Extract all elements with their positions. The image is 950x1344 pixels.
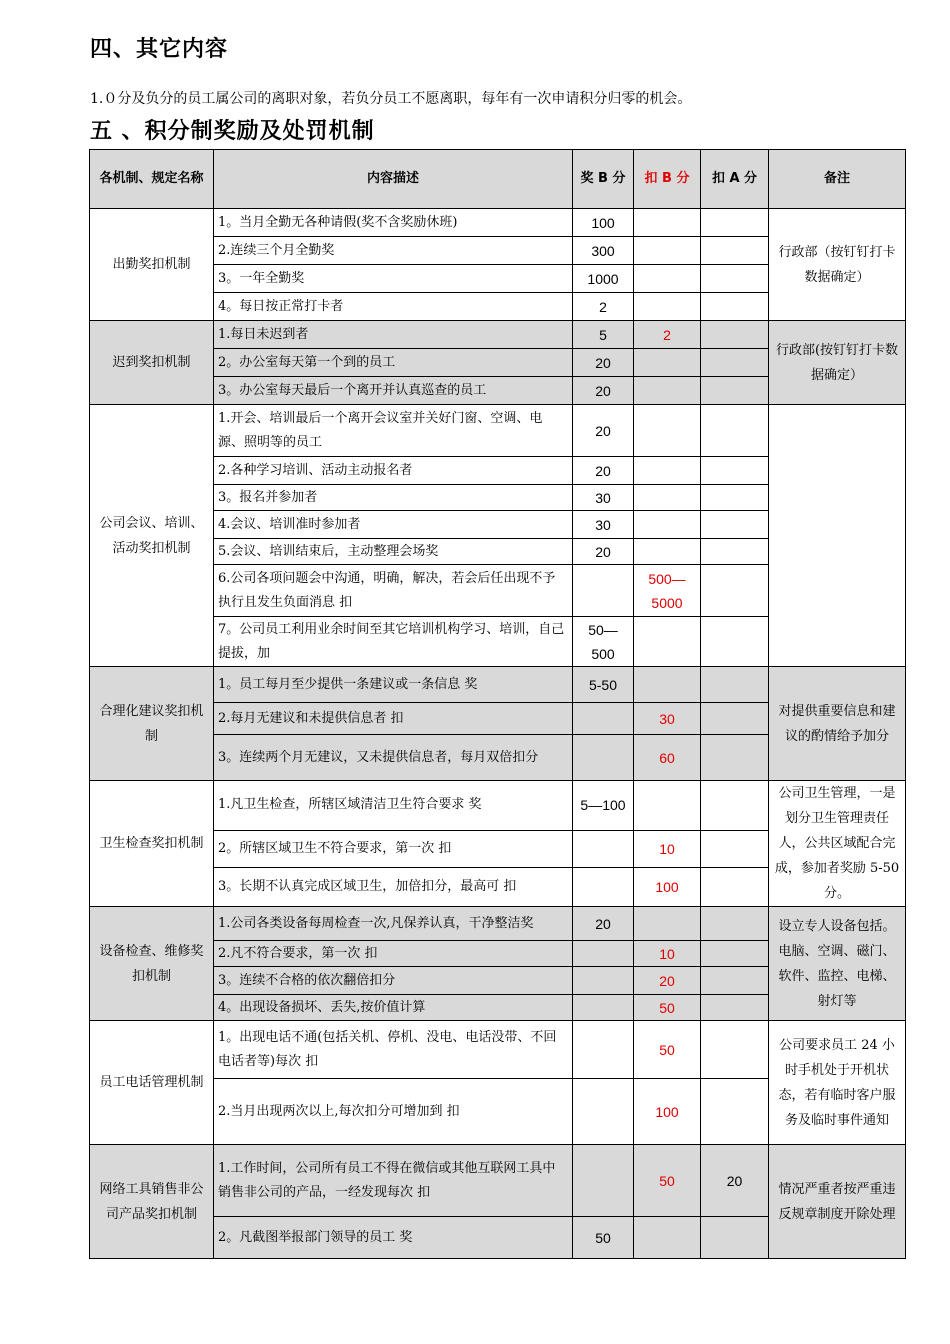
mechanism-name: 合理化建议奖扣机制 xyxy=(90,667,214,781)
deduct-a-value xyxy=(701,1079,769,1145)
remark: 对提供重要信息和建议的酌情给予加分 xyxy=(769,667,906,781)
award-b-value: 5 xyxy=(573,321,634,349)
table-row xyxy=(90,907,906,941)
deduct-a-value xyxy=(701,405,769,457)
item-description: 1.开会、培训最后一个离开会议室并关好门窗、空调、电源、照明等的员工 xyxy=(214,405,573,457)
deduct-b-value: 50 xyxy=(634,1145,701,1217)
item-description: 2。凡截图举报部门领导的员工 奖 xyxy=(214,1217,573,1259)
deduct-b-value xyxy=(634,293,701,321)
deduct-a-value xyxy=(701,457,769,485)
deduct-a-value xyxy=(701,237,769,265)
deduct-a-value xyxy=(701,1217,769,1259)
deduct-a-value xyxy=(701,995,769,1021)
remark: 公司要求员工 24 小时手机处于开机状态，若有临时客户服务及临时事件通知 xyxy=(769,1021,906,1145)
deduct-b-value xyxy=(634,617,701,667)
section5-title: 五 、积分制奖励及处罚机制 xyxy=(90,119,375,144)
award-b-value: 300 xyxy=(573,237,634,265)
deduct-a-value xyxy=(701,265,769,293)
deduct-a-value xyxy=(701,867,769,906)
deduct-b-value: 30 xyxy=(634,703,701,735)
table-row xyxy=(90,667,906,703)
table-row xyxy=(90,405,906,457)
item-description: 7。公司员工利用业余时间至其它培训机构学习、培训，自己提拔，加 xyxy=(214,617,573,667)
deduct-a-value xyxy=(701,667,769,703)
award-b-value: 100 xyxy=(573,209,634,237)
deduct-b-value: 2 xyxy=(634,321,701,349)
deduct-b-value: 100 xyxy=(634,867,701,906)
award-b-value xyxy=(573,1079,634,1145)
deduct-b-value xyxy=(634,485,701,511)
deduct-b-value xyxy=(634,209,701,237)
deduct-b-value: 10 xyxy=(634,941,701,967)
table-row xyxy=(90,321,906,349)
item-description: 2.各种学习培训、活动主动报名者 xyxy=(214,457,573,485)
award-b-value xyxy=(573,867,634,906)
item-description: 1.工作时间，公司所有员工不得在微信或其他互联网工具中销售非公司的产品，一经发现每次 扣 xyxy=(214,1145,573,1217)
deduct-a-value xyxy=(701,539,769,565)
deduct-a-value xyxy=(701,830,769,867)
item-description: 2。所辖区域卫生不符合要求，第一次 扣 xyxy=(214,830,573,867)
deduct-b-value xyxy=(634,405,701,457)
deduct-b-value: 50 xyxy=(634,995,701,1021)
award-b-value: 20 xyxy=(573,349,634,377)
deduct-a-value xyxy=(701,511,769,539)
deduct-a-value xyxy=(701,321,769,349)
table-row xyxy=(90,1145,906,1217)
item-description: 1。当月全勤无各种请假(奖不含奖励休班) xyxy=(214,209,573,237)
table-row xyxy=(90,1021,906,1079)
deduct-a-value xyxy=(701,781,769,831)
deduct-b-value xyxy=(634,349,701,377)
deduct-a-value xyxy=(701,293,769,321)
header-mechanism: 各机制、规定名称 xyxy=(90,150,214,209)
points-table xyxy=(89,149,906,1259)
mechanism-name: 设备检查、维修奖扣机制 xyxy=(90,907,214,1021)
award-b-value: 50—500 xyxy=(573,617,634,667)
award-b-value xyxy=(573,830,634,867)
deduct-a-value xyxy=(701,349,769,377)
award-b-value: 5-50 xyxy=(573,667,634,703)
table-row xyxy=(90,781,906,831)
deduct-b-value: 50 xyxy=(634,1021,701,1079)
mechanism-name: 迟到奖扣机制 xyxy=(90,321,214,405)
header-award-b: 奖 B 分 xyxy=(573,150,634,209)
deduct-a-value xyxy=(701,377,769,405)
award-b-value: 20 xyxy=(573,539,634,565)
award-b-value: 30 xyxy=(573,485,634,511)
award-b-value: 50 xyxy=(573,1217,634,1259)
item-description: 3。一年全勤奖 xyxy=(214,265,573,293)
table-header-row xyxy=(90,150,906,209)
deduct-b-value xyxy=(634,539,701,565)
award-b-value xyxy=(573,565,634,617)
award-b-value xyxy=(573,967,634,995)
item-description: 1.凡卫生检查，所辖区域清洁卫生符合要求 奖 xyxy=(214,781,573,831)
item-description: 1。员工每月至少提供一条建议或一条信息 奖 xyxy=(214,667,573,703)
item-description: 3。办公室每天最后一个离开并认真巡查的员工 xyxy=(214,377,573,405)
deduct-a-value xyxy=(701,565,769,617)
item-description: 2.每月无建议和未提供信息者 扣 xyxy=(214,703,573,735)
award-b-value: 20 xyxy=(573,405,634,457)
deduct-a-value xyxy=(701,941,769,967)
item-description: 4。每日按正常打卡者 xyxy=(214,293,573,321)
item-description: 1。出现电话不通(包括关机、停机、没电、电话没带、不回电话者等)每次 扣 xyxy=(214,1021,573,1079)
deduct-a-value xyxy=(701,485,769,511)
section4-note: 1.０分及负分的员工属公司的离职对象，若负分员工不愿离职，每年有一次申请积分归零的机会。 xyxy=(90,91,692,107)
header-remark: 备注 xyxy=(769,150,906,209)
award-b-value xyxy=(573,735,634,781)
deduct-b-value xyxy=(634,1217,701,1259)
item-description: 4。出现设备损坏、丢失,按价值计算 xyxy=(214,995,573,1021)
item-description: 6.公司各项问题会中沟通，明确，解决，若会后任出现不予执行且发生负面消息 扣 xyxy=(214,565,573,617)
deduct-b-value: 500—5000 xyxy=(634,565,701,617)
item-description: 5.会议、培训结束后，主动整理会场奖 xyxy=(214,539,573,565)
award-b-value: 5—100 xyxy=(573,781,634,831)
item-description: 3。连续不合格的依次翻倍扣分 xyxy=(214,967,573,995)
deduct-a-value: 20 xyxy=(701,1145,769,1217)
award-b-value: 2 xyxy=(573,293,634,321)
mechanism-name: 卫生检查奖扣机制 xyxy=(90,781,214,907)
item-description: 3。长期不认真完成区域卫生，加倍扣分，最高可 扣 xyxy=(214,867,573,906)
deduct-b-value: 60 xyxy=(634,735,701,781)
remark: 情况严重者按严重违反规章制度开除处理 xyxy=(769,1145,906,1259)
header-deduct-a: 扣 A 分 xyxy=(701,150,769,209)
deduct-b-value xyxy=(634,265,701,293)
award-b-value xyxy=(573,1145,634,1217)
mechanism-name: 出勤奖扣机制 xyxy=(90,209,214,321)
item-description: 4.会议、培训准时参加者 xyxy=(214,511,573,539)
deduct-b-value: 10 xyxy=(634,830,701,867)
award-b-value xyxy=(573,1021,634,1079)
item-description: 3。报名并参加者 xyxy=(214,485,573,511)
deduct-a-value xyxy=(701,209,769,237)
table-row xyxy=(90,209,906,237)
deduct-a-value xyxy=(701,967,769,995)
item-description: 1.公司各类设备每周检查一次,凡保养认真，干净整洁奖 xyxy=(214,907,573,941)
deduct-a-value xyxy=(701,1021,769,1079)
deduct-b-value xyxy=(634,907,701,941)
deduct-b-value xyxy=(634,237,701,265)
award-b-value xyxy=(573,995,634,1021)
award-b-value xyxy=(573,941,634,967)
award-b-value: 20 xyxy=(573,907,634,941)
deduct-b-value xyxy=(634,511,701,539)
remark xyxy=(769,405,906,667)
header-desc: 内容描述 xyxy=(214,150,573,209)
item-description: 1.每日未迟到者 xyxy=(214,321,573,349)
remark: 设立专人设备包括。电脑、空调、磁门、软件、监控、电梯、射灯等 xyxy=(769,907,906,1021)
deduct-b-value: 20 xyxy=(634,967,701,995)
remark: 行政部(按钉钉打卡数据确定） xyxy=(769,321,906,405)
item-description: 2.连续三个月全勤奖 xyxy=(214,237,573,265)
mechanism-name: 员工电话管理机制 xyxy=(90,1021,214,1145)
deduct-b-value xyxy=(634,457,701,485)
deduct-b-value xyxy=(634,781,701,831)
mechanism-name: 网络工具销售非公司产品奖扣机制 xyxy=(90,1145,214,1259)
deduct-a-value xyxy=(701,907,769,941)
item-description: 2.凡不符合要求，第一次 扣 xyxy=(214,941,573,967)
header-deduct-b: 扣 B 分 xyxy=(634,150,701,209)
award-b-value: 30 xyxy=(573,511,634,539)
mechanism-name: 公司会议、培训、活动奖扣机制 xyxy=(90,405,214,667)
item-description: 2.当月出现两次以上,每次扣分可增加到 扣 xyxy=(214,1079,573,1145)
item-description: 2。办公室每天第一个到的员工 xyxy=(214,349,573,377)
deduct-b-value xyxy=(634,667,701,703)
deduct-b-value: 100 xyxy=(634,1079,701,1145)
deduct-a-value xyxy=(701,735,769,781)
deduct-a-value xyxy=(701,617,769,667)
award-b-value: 20 xyxy=(573,377,634,405)
award-b-value: 1000 xyxy=(573,265,634,293)
section4-title: 四、其它内容 xyxy=(90,37,229,62)
remark: 公司卫生管理，一是划分卫生管理责任人，公共区域配合完成，参加者奖励 5-50 分。 xyxy=(769,781,906,907)
item-description: 3。连续两个月无建议，又未提供信息者，每月双倍扣分 xyxy=(214,735,573,781)
deduct-a-value xyxy=(701,703,769,735)
remark: 行政部（按钉钉打卡数据确定） xyxy=(769,209,906,321)
award-b-value: 20 xyxy=(573,457,634,485)
award-b-value xyxy=(573,703,634,735)
deduct-b-value xyxy=(634,377,701,405)
